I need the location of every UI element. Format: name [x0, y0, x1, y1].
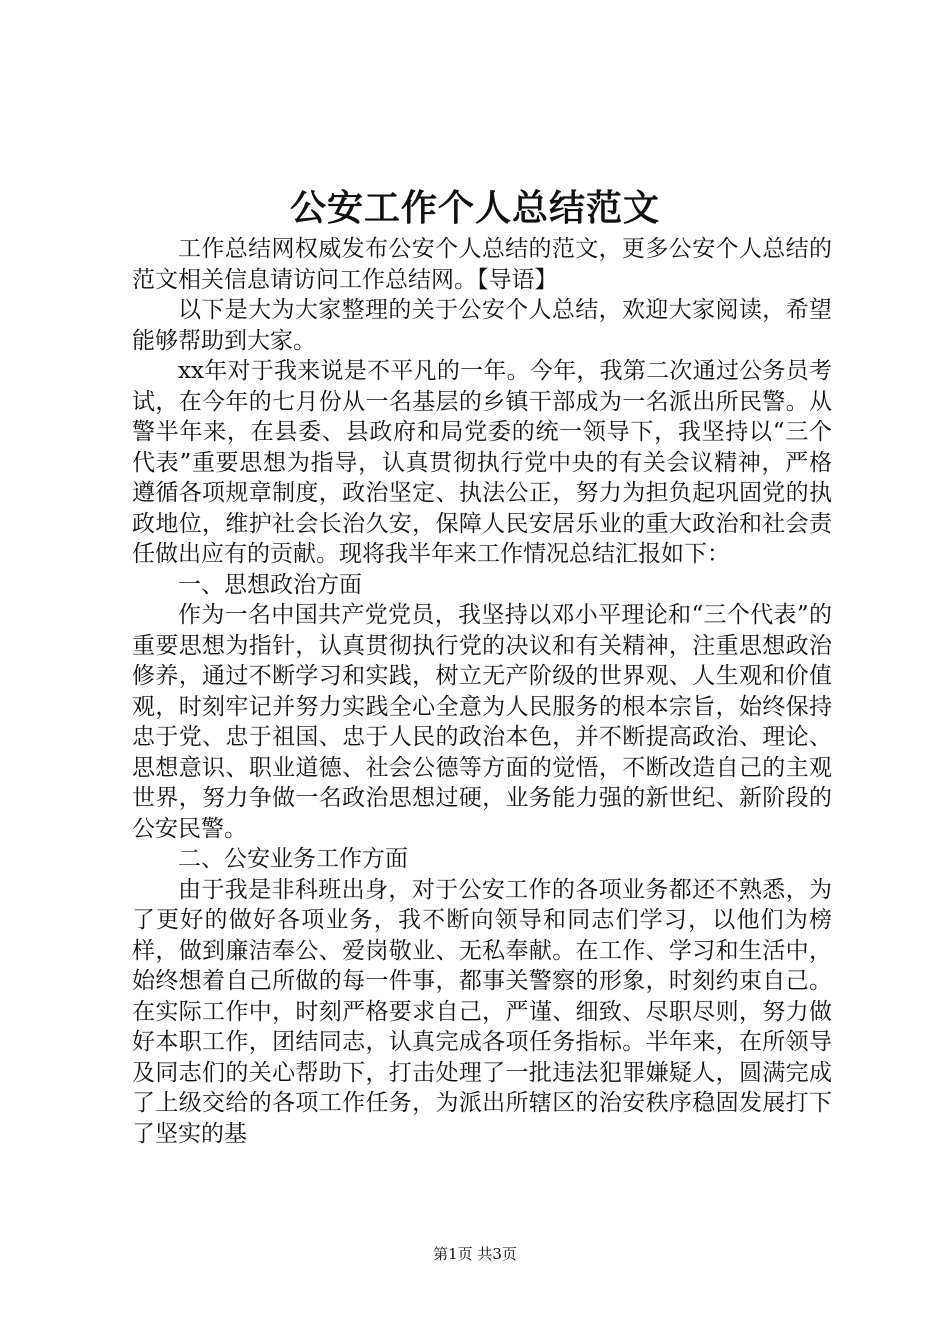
paragraph-police-work: 由于我是非科班出身，对于公安工作的各项业务都还不熟悉，为了更好的做好各项业务，我不断向领导和同志们学习，以他们为榜样，做到廉洁奉公、爱岗敬业、无私奉献。在工作、学习和生活中，始终想着自己所做的每一件事，都事关警察的形象，时刻约束自己。在实际工作中，时刻严格要求自己，严谨、细致、尽职尽则，努力做好本职工作，团结同志，认真完成各项任务指标。半年来，在所领导及同志们的关心帮助下，打击处理了一批违法犯罪嫌疑人，圆满完成了上级交给的各项工作任务，为派出所辖区的治安秩序稳固发展打下了坚实的基 [132, 876, 832, 1147]
page-number: 第1页 共3页 [433, 1245, 517, 1263]
document-title: 公安工作个人总结范文 [289, 187, 660, 229]
paragraph-ideology: 作为一名中国共产党党员，我坚持以邓小平理论和“三个代表”的重要思想为指针，认真贯彻执行党的决议和有关精神，注重思想政治修养，通过不断学习和实践，树立无产阶级的世界观、人生观和价值观，时刻牢记并努力实践全心全意为人民服务的根本宗旨，始终保持忠于党、忠于祖国、忠于人民的政治本色，并不断提高政治、理论、思想意识、职业道德、社会公德等方面的觉悟，不断改造自己的主观世界，努力争做一名政治思想过硬，业务能力强的新世纪、新阶段的公安民警。 [132, 602, 832, 842]
paragraph-intro: 工作总结网权威发布公安个人总结的范文，更多公安个人总结的范文相关信息请访问工作总结网。【导语】 [132, 236, 832, 293]
section-heading-ideology: 一、思想政治方面 [178, 571, 362, 598]
section-heading-police-work: 二、公安业务工作方面 [178, 846, 408, 872]
paragraph-lead: 以下是大为大家整理的关于公安个人总结，欢迎大家阅读，希望能够帮助到大家。 [132, 297, 832, 354]
document-body [132, 234, 832, 1149]
paragraph-overview: xx年对于我来说是不平凡的一年。今年，我第二次通过公务员考试，在今年的七月份从一名基层的乡镇干部成为一名派出所民警。从警半年来，在县委、县政府和局党委的统一领导下，我坚持以“三个代表”重要思想为指导，认真贯彻执行党中央的有关会议精神，严格遵循各项规章制度，政治坚定、执法公正，努力为担负起巩固党的执政地位，维护社会长治久安，保障人民安居乐业的重大政治和社会责任做出应有的贡献。现将我半年来工作情况总结汇报如下： [132, 358, 832, 567]
